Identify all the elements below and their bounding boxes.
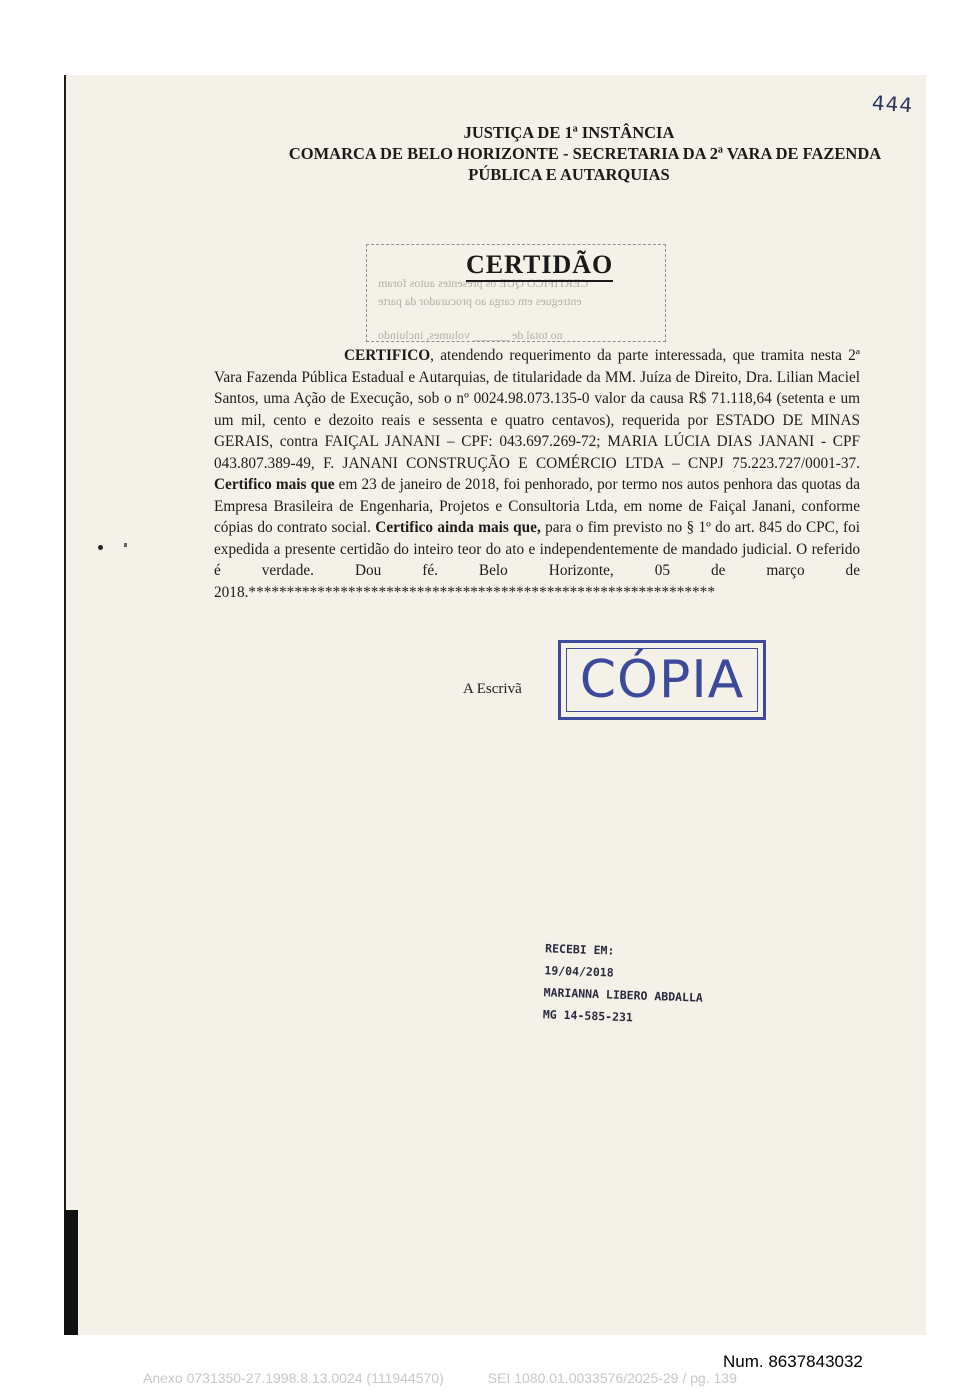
asterisk-fill: *************************************************************: [248, 583, 715, 601]
body-paragraph-2: em 23 de janeiro de 2018, foi penhorado, por termo nos autos penhora das quotas da Empresa Brasileira de Engenharia, Projetos e Consultoria Ltda, em nome de Faiçal Janani, conforme cópias do contrato social.: [214, 476, 860, 536]
handwritten-receipt: [543, 937, 705, 1031]
header-line-1: JUSTIÇA DE 1ª INSTÂNCIA: [463, 123, 675, 142]
header-line-3: PÚBLICA E AUTARQUIAS: [468, 165, 670, 184]
bleed-through-text: CERTIFICO QUE os presentes autos foram: [378, 276, 589, 290]
receipt-line-1: RECEBI EM:: [544, 941, 615, 958]
receipt-line-3: MARIANNA LIBERO ABDALLA: [543, 985, 704, 1005]
bold-phrase-1: Certifico mais que: [214, 476, 335, 493]
stamp-text: CÓPIA: [579, 650, 745, 710]
lead-word: CERTIFICO: [344, 347, 431, 364]
margin-mark: [124, 543, 127, 547]
annex-reference: Anexo 0731350-27.1998.8.13.0024 (111944570): [143, 1370, 444, 1386]
margin-mark: [98, 545, 103, 550]
header-line-2: COMARCA DE BELO HORIZONTE - SECRETARIA DA 2ª VARA DE FAZENDA: [288, 144, 882, 163]
document-header: [190, 122, 958, 185]
certificate-body: [214, 345, 860, 603]
document-title: CERTIDÃO: [466, 250, 613, 282]
bold-phrase-2: Certifico ainda mais que,: [375, 519, 541, 536]
copy-stamp: [558, 640, 766, 720]
bleed-through-text: no total de ______ volumes, incluindo: [378, 328, 563, 342]
handwritten-page-number: 444: [871, 90, 914, 118]
body-paragraph-1: , atendendo requerimento da parte interessada, que tramita nesta 2ª Vara Fazenda Pública Estadual e Autarquias, de titularidade da MM. Juíza de Direito, Dra. Lilian Maciel Santos, uma Ação de Execução, sob o nº 0024.98.073.135-0 valor da causa R$ 71.118,64 (setenta e um um mil, cento e dezoito reais e sessenta e quatro centavos), requerida por ESTADO DE MINAS GERAIS, contra FAIÇAL JANANI – CPF: 043.697.269-72; MARIA LÚCIA DIAS JANANI - CPF 043.807.389-49, F. JANANI CONSTRUÇÃO E COMÉRCIO LTDA – CNPJ 75.223.727/0001-37.: [214, 347, 860, 472]
body-paragraph-3: para o fim previsto no § 1º do art. 845 do CPC, foi expedida a presente certidão do inteiro teor do ato e independentemente de mandado judicial. O referido é verdade. Dou fé. Belo Horizonte, 05 de março de 2018.: [214, 519, 860, 601]
receipt-line-2: 19/04/2018: [544, 963, 614, 980]
footer-annotation: [143, 1370, 737, 1386]
scan-edge-shadow: [64, 1210, 78, 1335]
bleed-through-text: entregues em carga ao procurador da parte: [378, 294, 582, 308]
receipt-line-4: MG 14-585-231: [542, 1007, 634, 1025]
signature-label: A Escrivã: [463, 681, 522, 697]
document-number: Num. 8637843032: [723, 1352, 863, 1371]
sei-reference: SEI 1080.01.0033576/2025-29 / pg. 139: [487, 1370, 737, 1386]
